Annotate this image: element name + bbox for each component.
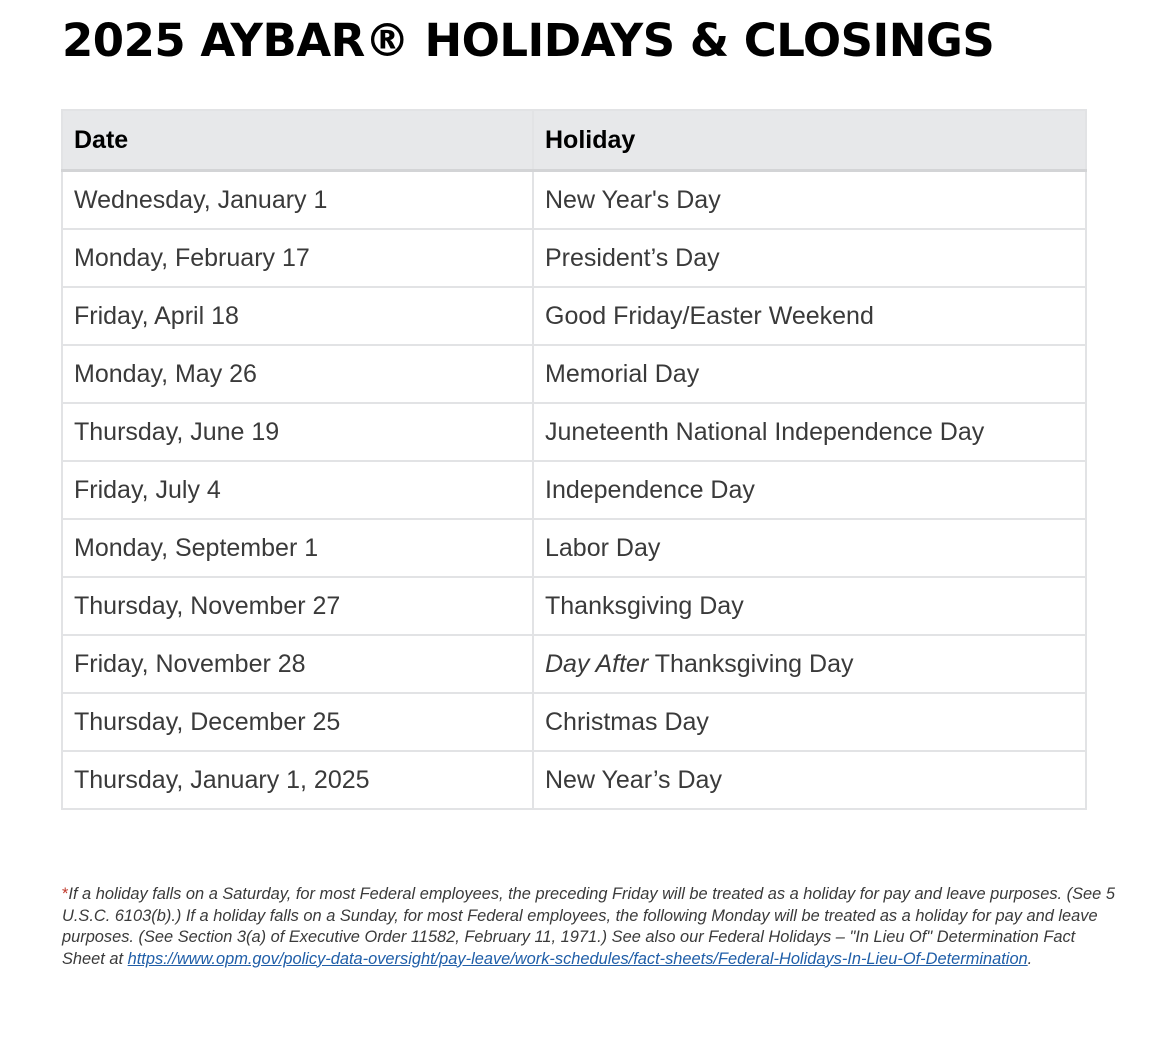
date-cell: Friday, July 4 [62,461,533,519]
opm-fact-sheet-link[interactable]: https://www.opm.gov/policy-data-oversight/pay-leave/work-schedules/fact-sheets/Federal-Holidays-In-Lieu-Of-Determination [127,949,1028,968]
holiday-cell: Christmas Day [533,693,1086,751]
holiday-cell: New Year's Day [533,171,1086,230]
holidays-table [61,109,1087,810]
holiday-cell: Memorial Day [533,345,1086,403]
column-header-date: Date [62,110,533,171]
table-row [62,287,1086,345]
date-cell: Thursday, January 1, 2025 [62,751,533,809]
holiday-cell: Independence Day [533,461,1086,519]
table-row [62,171,1086,230]
table-row [62,229,1086,287]
footnote-end: . [1027,949,1033,968]
holiday-emphasis: Day After [545,649,649,678]
table-row [62,345,1086,403]
footnote-marker: * [62,885,69,903]
date-cell: Thursday, June 19 [62,403,533,461]
table-header-row [62,110,1086,171]
holiday-cell: Juneteenth National Independence Day [533,403,1086,461]
holiday-cell: Thanksgiving Day [533,577,1086,635]
footnote-text: If a holiday falls on a Saturday, for most Federal employees, the preceding Friday will be treated as a holiday for pay and leave purposes. (See 5 U.S.C. 6103(b).) If a holiday falls on a Sunday, for most Federal employees, the following Monday will be treated as a holiday for pay and leave purposes. (See Section 3(a) of Executive Order 11582, February 11, 1971.) See also our Federal Holidays – "In Lieu Of" Determination Fact Sheet at [62,885,1115,968]
date-cell: Monday, February 17 [62,229,533,287]
table-row [62,403,1086,461]
date-cell: Friday, November 28 [62,635,533,693]
holiday-cell [533,635,1086,693]
table-row [62,751,1086,809]
table-row [62,693,1086,751]
holiday-cell: Good Friday/Easter Weekend [533,287,1086,345]
date-cell: Monday, May 26 [62,345,533,403]
holiday-cell: President’s Day [533,229,1086,287]
holiday-cell: Labor Day [533,519,1086,577]
date-cell: Wednesday, January 1 [62,171,533,230]
date-cell: Thursday, December 25 [62,693,533,751]
table-row [62,461,1086,519]
column-header-holiday: Holiday [533,110,1086,171]
footnote [62,884,1122,970]
holiday-cell: New Year’s Day [533,751,1086,809]
table-row [62,635,1086,693]
date-cell: Thursday, November 27 [62,577,533,635]
table-row [62,577,1086,635]
table-row [62,519,1086,577]
date-cell: Friday, April 18 [62,287,533,345]
page-title: 2025 AYBAR® HOLIDAYS & CLOSINGS [62,14,995,67]
date-cell: Monday, September 1 [62,519,533,577]
holiday-text: Thanksgiving Day [648,649,854,678]
